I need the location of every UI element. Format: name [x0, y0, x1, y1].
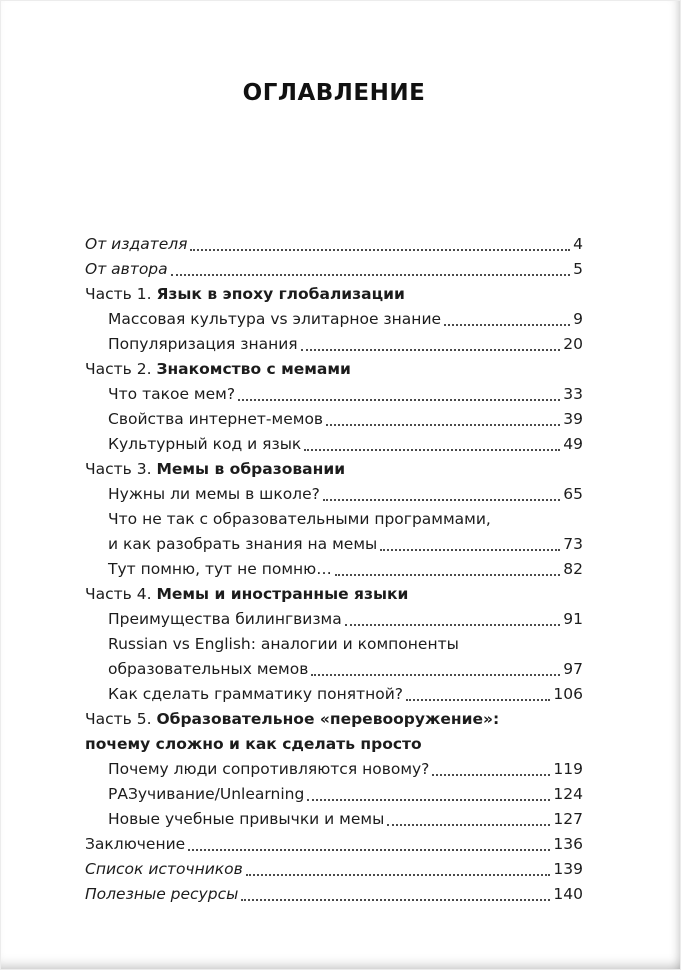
toc-entry — [85, 680, 583, 705]
toc-entry-line — [85, 455, 583, 480]
toc-entry-line — [85, 255, 583, 280]
page-number: 20 — [563, 334, 583, 353]
page-number: 82 — [563, 559, 583, 578]
dotted-leader — [171, 274, 570, 276]
toc-entry — [85, 480, 583, 505]
toc-entry-line — [85, 380, 583, 405]
toc-entry-line — [85, 730, 583, 755]
dotted-leader — [387, 824, 550, 826]
page-number: 119 — [553, 759, 583, 778]
dotted-leader — [304, 449, 560, 451]
toc-entry-label: Полезные ресурсы — [85, 884, 239, 903]
dotted-leader — [241, 899, 550, 901]
toc-part-heading — [85, 280, 583, 305]
toc-entry-line — [85, 780, 583, 805]
toc-entry-label: Заключение — [85, 834, 186, 853]
dotted-leader — [380, 549, 560, 551]
toc-part-title: Мемы и иностранные языки — [156, 584, 409, 603]
toc-entry-line — [85, 480, 583, 505]
toc-entry-line — [85, 355, 583, 380]
page-number: 91 — [563, 609, 583, 628]
dotted-leader — [326, 424, 560, 426]
toc-entry-line — [85, 880, 583, 905]
dotted-leader — [301, 349, 561, 351]
toc-entry-line — [85, 530, 583, 555]
toc-part-title: Образовательное «перевооружение»: — [156, 709, 500, 728]
dotted-leader — [323, 499, 560, 501]
page-number: 136 — [553, 834, 583, 853]
toc-entry-label — [85, 359, 351, 380]
toc-entry — [85, 380, 583, 405]
toc-entry-line — [85, 555, 583, 580]
toc-entry-label: Массовая культура vs элитарное знание — [108, 309, 442, 328]
page-number: 5 — [573, 259, 583, 278]
toc-entry — [85, 880, 583, 905]
toc-part-heading — [85, 455, 583, 480]
toc-entry — [85, 430, 583, 455]
toc-entry-label: От автора — [85, 259, 168, 278]
toc-entry-label: Преимущества билингвизма — [108, 609, 342, 628]
page-number: 49 — [563, 434, 583, 453]
toc-part-title: Знакомство с мемами — [156, 359, 351, 378]
toc-entry — [85, 830, 583, 855]
toc-entry-line — [85, 405, 583, 430]
toc-entry-line — [85, 680, 583, 705]
toc-entry-label: Тут помню, тут не помню… — [108, 559, 332, 578]
toc-part-title: Язык в эпоху глобализации — [156, 284, 405, 303]
dotted-leader — [406, 699, 550, 701]
toc-part-prefix: Часть 5. — [85, 709, 157, 728]
toc-entry-label: Список источников — [85, 859, 243, 878]
page-number: 73 — [563, 534, 583, 553]
dotted-leader — [307, 799, 550, 801]
toc-entry-label — [85, 459, 345, 480]
dotted-leader — [246, 874, 551, 876]
toc-entry — [85, 330, 583, 355]
toc-entry-label — [85, 584, 408, 605]
page-number: 9 — [573, 309, 583, 328]
toc-entry-label: Что не так с образовательными программами, — [108, 509, 491, 528]
dotted-leader — [188, 849, 550, 851]
toc-entry-line — [85, 330, 583, 355]
dotted-leader — [335, 574, 561, 576]
toc-entry-line — [85, 505, 583, 530]
toc-entry-label: Почему люди сопротивляются новому? — [108, 759, 430, 778]
toc-entry — [85, 405, 583, 430]
dotted-leader — [190, 249, 570, 251]
toc-entry-label: Russian vs English: аналогии и компоненты — [108, 634, 459, 653]
page-number: 127 — [553, 809, 583, 828]
toc-part-heading — [85, 580, 583, 605]
dotted-leader — [444, 324, 570, 326]
toc-part-title: Мемы в образовании — [156, 459, 346, 478]
toc-entry-label: Как сделать грамматику понятной? — [108, 684, 404, 703]
toc-entry-label: образовательных мемов — [108, 659, 309, 678]
toc-entry-line — [85, 605, 583, 630]
toc-entry-label: Что такое мем? — [108, 384, 236, 403]
toc-entry — [85, 305, 583, 330]
toc-part-heading — [85, 705, 583, 755]
toc-entry-line — [85, 630, 583, 655]
toc-part-prefix: Часть 3. — [85, 459, 157, 478]
toc-entry-label: РАЗучивание/Unlearning — [108, 784, 305, 803]
toc-part-prefix: Часть 4. — [85, 584, 157, 603]
toc-entry-line — [85, 855, 583, 880]
page-number: 33 — [563, 384, 583, 403]
toc-entry-label — [85, 284, 405, 305]
toc-entry — [85, 555, 583, 580]
toc-entry — [85, 805, 583, 830]
page-number: 106 — [553, 684, 583, 703]
toc-entry-line — [85, 655, 583, 680]
toc-entry-line — [85, 805, 583, 830]
toc-entry-label: Нужны ли мемы в школе? — [108, 484, 320, 503]
toc-entry-line — [85, 580, 583, 605]
toc-entry — [85, 230, 583, 255]
toc-entry-line — [85, 830, 583, 855]
page-number: 140 — [553, 884, 583, 903]
toc-entry-label: Культурный код и язык — [108, 434, 302, 453]
toc-entry — [85, 605, 583, 630]
toc-entry — [85, 630, 583, 680]
toc-entry-label: и как разобрать знания на мемы — [108, 534, 378, 553]
toc-entry — [85, 255, 583, 280]
table-of-contents — [85, 230, 583, 905]
toc-entry-label: Популяризация знания — [108, 334, 298, 353]
page-number: 124 — [553, 784, 583, 803]
toc-part-prefix: Часть 2. — [85, 359, 157, 378]
page-number: 65 — [563, 484, 583, 503]
toc-entry-line — [85, 705, 583, 730]
toc-entry-label — [85, 709, 499, 730]
toc-entry-label: Новые учебные привычки и мемы — [108, 809, 385, 828]
dotted-leader — [345, 624, 561, 626]
toc-entry — [85, 505, 583, 555]
toc-part-prefix: Часть 1. — [85, 284, 157, 303]
toc-entry — [85, 855, 583, 880]
page-number: 97 — [563, 659, 583, 678]
dotted-leader — [311, 674, 560, 676]
page-number: 139 — [553, 859, 583, 878]
page-title: ОГЛАВЛЕНИЕ — [242, 80, 426, 106]
dotted-leader — [238, 399, 560, 401]
toc-entry-line — [85, 230, 583, 255]
toc-entry-line — [85, 430, 583, 455]
page-number: 39 — [563, 409, 583, 428]
toc-entry-label: Свойства интернет-мемов — [108, 409, 324, 428]
toc-entry-label: почему сложно и как сделать просто — [85, 734, 422, 753]
dotted-leader — [432, 774, 550, 776]
toc-entry-line — [85, 305, 583, 330]
toc-entry — [85, 755, 583, 780]
toc-entry-line — [85, 280, 583, 305]
toc-part-heading — [85, 355, 583, 380]
page-number: 4 — [573, 234, 583, 253]
toc-entry-label: От издателя — [85, 234, 188, 253]
toc-entry — [85, 780, 583, 805]
toc-entry-line — [85, 755, 583, 780]
